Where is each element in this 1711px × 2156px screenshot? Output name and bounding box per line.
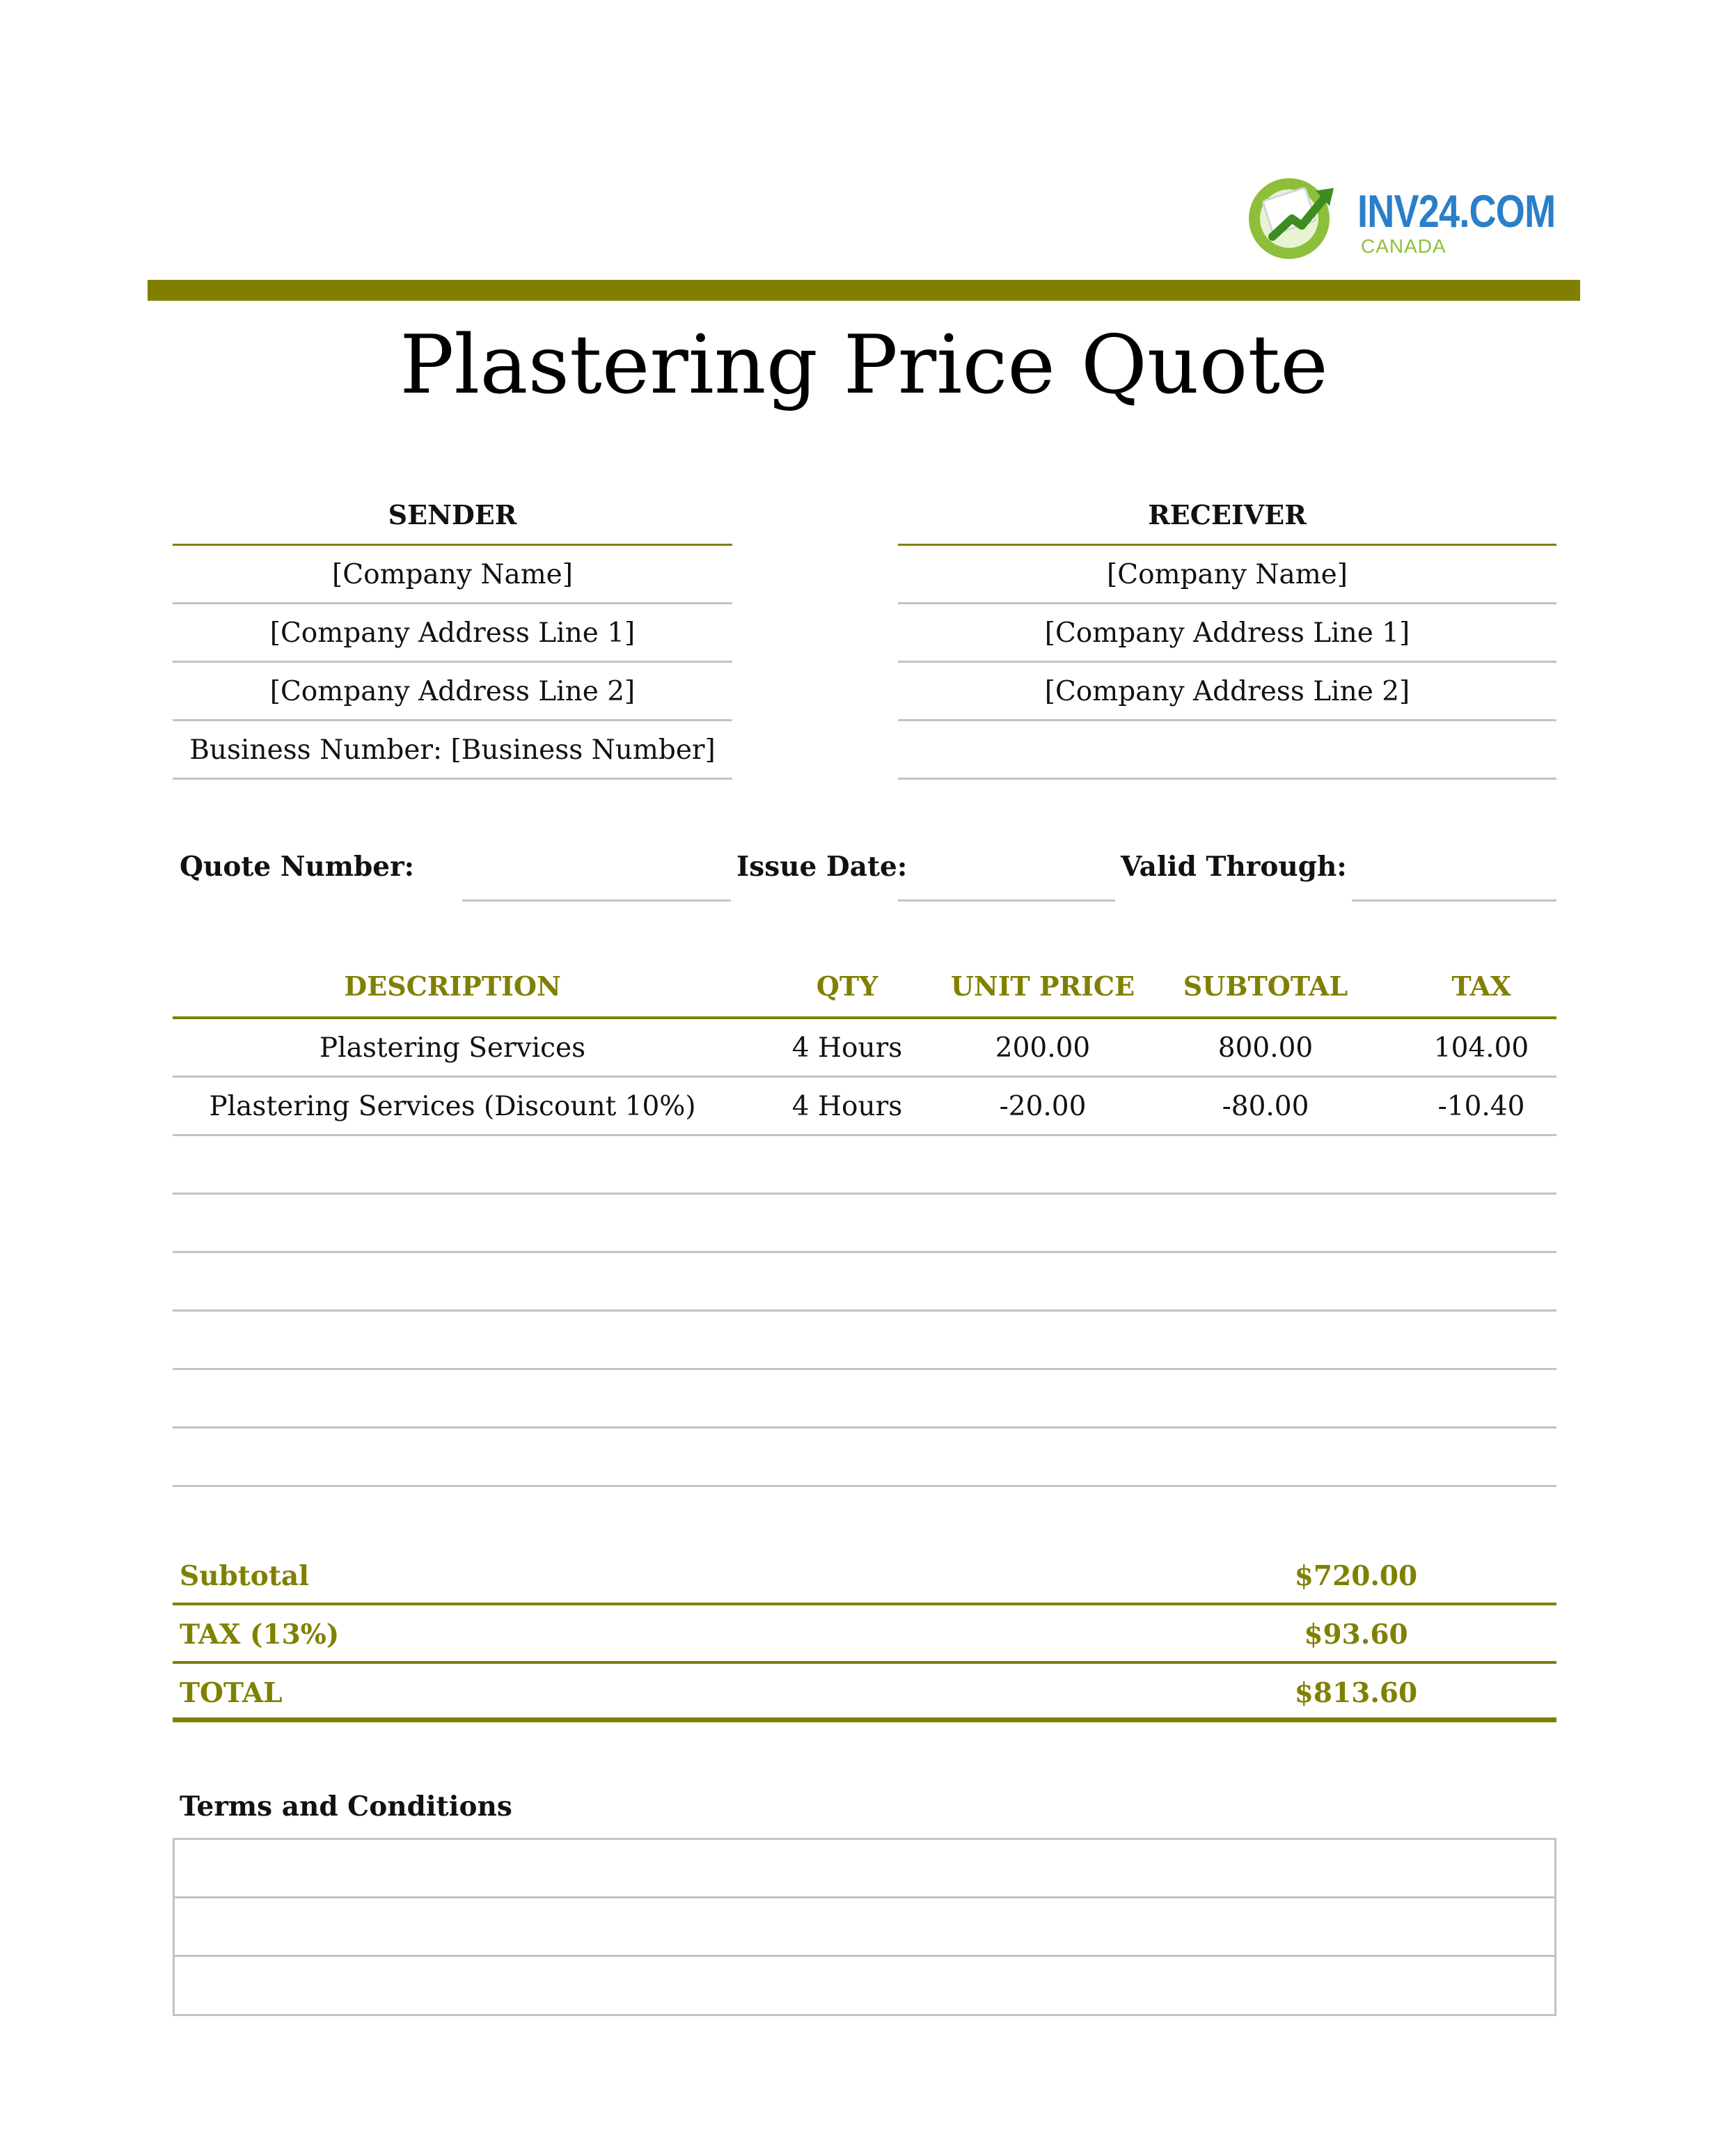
table-row[interactable] [173,1019,1556,1078]
col-subtotal: SUBTOTAL [1183,970,1348,1002]
valid-through-field[interactable] [1352,899,1556,902]
issue-date-label: Issue Date: [736,851,908,883]
logo-region-text: CANADA [1361,235,1446,257]
page-title: Plastering Price Quote [400,318,1328,412]
valid-through-label: Valid Through: [1121,851,1347,883]
summary-tax-row [173,1605,1556,1664]
receiver-address-line-2[interactable]: [Company Address Line 2] [898,663,1556,721]
issue-date-field[interactable] [898,899,1115,902]
col-description: DESCRIPTION [344,970,561,1002]
receiver-extra-line[interactable] [898,721,1556,780]
col-tax: TAX [1451,970,1511,1002]
table-row-empty[interactable] [173,1195,1556,1253]
sender-block [173,494,732,780]
tax-value: $93.60 [1304,1619,1408,1651]
cell-description: Plastering Services [319,1032,586,1064]
table-row-empty[interactable] [173,1136,1556,1195]
terms-box[interactable] [173,1838,1556,2016]
subtotal-label: Subtotal [180,1560,309,1592]
sender-heading: SENDER [173,494,732,546]
cell-tax: 104.00 [1433,1032,1529,1064]
sender-company-name[interactable]: [Company Name] [173,546,732,604]
terms-divider [175,1896,1554,1898]
table-row-empty[interactable] [173,1312,1556,1370]
col-qty: QTY [816,970,878,1002]
cell-unit-price: -20.00 [999,1091,1087,1122]
sender-address-line-2[interactable]: [Company Address Line 2] [173,663,732,721]
terms-divider [175,1955,1554,1957]
cell-tax: -10.40 [1437,1091,1525,1122]
table-row-empty[interactable] [173,1370,1556,1429]
cell-qty: 4 Hours [791,1032,903,1064]
quote-number-field[interactable] [462,899,731,902]
tax-label: TAX (13%) [180,1619,340,1651]
cell-qty: 4 Hours [791,1091,903,1122]
summary-total-row [173,1664,1556,1722]
header-accent-bar [148,280,1580,301]
total-value: $813.60 [1294,1677,1418,1709]
table-row[interactable] [173,1078,1556,1136]
col-unit-price: UNIT PRICE [950,970,1135,1002]
receiver-company-name[interactable]: [Company Name] [898,546,1556,604]
summary-subtotal-row [173,1547,1556,1605]
subtotal-value: $720.00 [1294,1560,1418,1592]
cell-subtotal: 800.00 [1217,1032,1314,1064]
cell-description: Plastering Services (Discount 10%) [209,1091,696,1122]
quote-number-label: Quote Number: [180,851,415,883]
total-label: TOTAL [180,1677,283,1709]
cell-subtotal: -80.00 [1222,1091,1309,1122]
items-table-header [173,961,1556,1019]
sender-address-line-1[interactable]: [Company Address Line 1] [173,604,732,663]
cell-unit-price: 200.00 [995,1032,1091,1064]
logo-brand-text: INV24.COM [1357,185,1556,237]
receiver-heading: RECEIVER [898,494,1556,546]
receiver-address-line-1[interactable]: [Company Address Line 1] [898,604,1556,663]
terms-heading: Terms and Conditions [180,1791,512,1823]
table-row-empty[interactable] [173,1429,1556,1487]
table-row-empty[interactable] [173,1253,1556,1312]
sender-business-number[interactable]: Business Number: [Business Number] [173,721,732,780]
receiver-block [898,494,1556,780]
